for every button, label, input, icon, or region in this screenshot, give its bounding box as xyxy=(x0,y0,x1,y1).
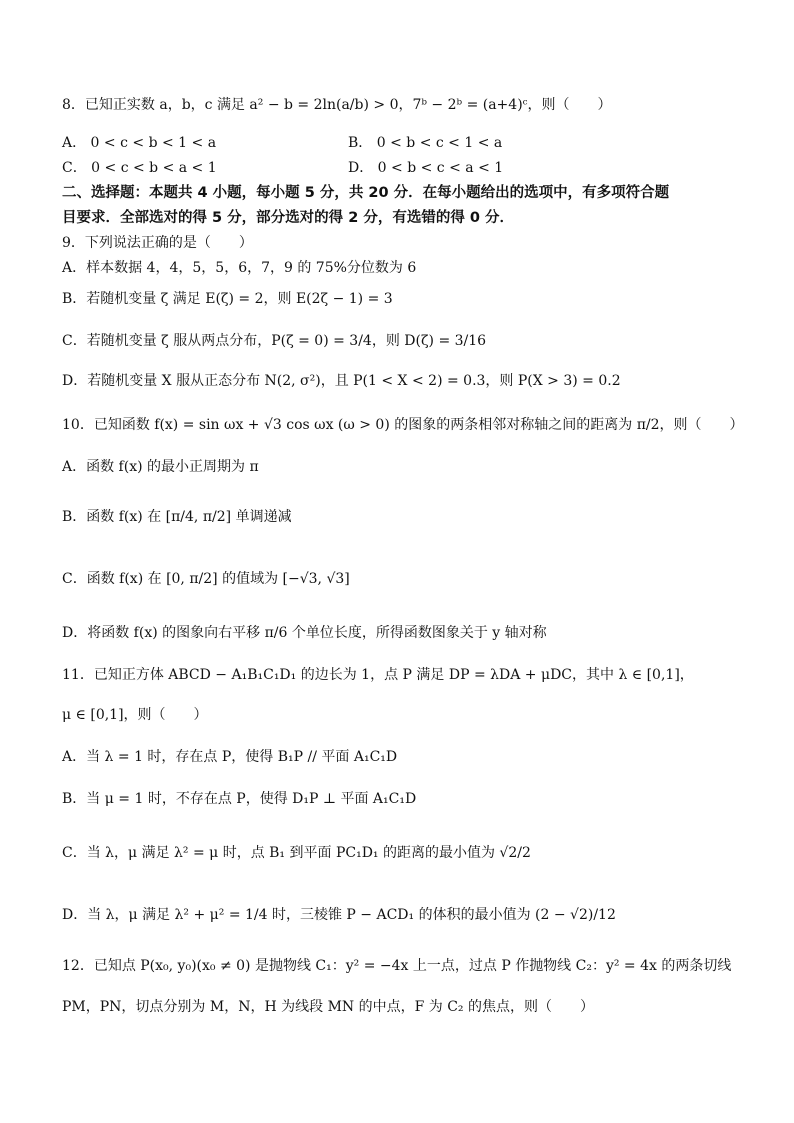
q10-stem: 10．已知函数 f(x) = sin ωx + √3 cos ωx (ω > 0) 的图象的两条相邻对称轴之间的距离为 π/2，则（ ） xyxy=(62,417,744,433)
section-heading-line1: 二、选择题：本题共 4 小题，每小题 5 分，共 20 分．在每小题给出的选项中，有多项符合题 xyxy=(62,185,670,201)
q9-option-b: B．若随机变量 ζ 满足 E(ζ) = 2，则 E(2ζ − 1) = 3 xyxy=(62,291,393,307)
q8-option-c: C． 0 < c < b < a < 1 xyxy=(62,160,217,176)
q8-option-d: D． 0 < b < c < a < 1 xyxy=(348,160,504,176)
q11-option-d: D．当 λ，μ 满足 λ² + μ² = 1/4 时，三棱锥 P − ACD₁ 的体积的最小值为 (2 − √2)/12 xyxy=(62,907,616,923)
q11-option-a: A．当 λ = 1 时，存在点 P，使得 B₁P // 平面 A₁C₁D xyxy=(62,749,398,765)
q8-option-a: A． 0 < c < b < 1 < a xyxy=(62,135,217,151)
section-heading-line2: 目要求．全部选对的得 5 分，部分选对的得 2 分，有选错的得 0 分． xyxy=(62,210,515,226)
q11-option-c: C．当 λ，μ 满足 λ² = μ 时，点 B₁ 到平面 PC₁D₁ 的距离的最小值为 √2/2 xyxy=(62,845,531,861)
q11-option-b: B．当 μ = 1 时，不存在点 P，使得 D₁P ⊥ 平面 A₁C₁D xyxy=(62,791,417,807)
q8-options-row1 xyxy=(62,134,503,152)
q11-stem-line1: 11．已知正方体 ABCD − A₁B₁C₁D₁ 的边长为 1，点 P 满足 DP = λDA + μDC，其中 λ ∈ [0,1]， xyxy=(62,667,694,683)
q8-option-b: B． 0 < b < c < 1 < a xyxy=(348,135,503,151)
q8-stem: 8．已知正实数 a，b，c 满足 a² − b = 2ln(a/b) > 0，7ᵇ − 2ᵇ = (a+4)ᶜ，则（ ） xyxy=(62,97,612,113)
q9-option-c: C．若随机变量 ζ 服从两点分布，P(ζ = 0) = 3/4，则 D(ζ) = 3/16 xyxy=(62,333,487,349)
q12-stem-line2: PM，PN，切点分别为 M，N，H 为线段 MN 的中点，F 为 C₂ 的焦点，则（ ） xyxy=(62,999,594,1015)
q9-stem: 9．下列说法正确的是（ ） xyxy=(62,235,253,251)
q12-stem-line1: 12．已知点 P(x₀, y₀)(x₀ ≠ 0) 是抛物线 C₁：y² = −4x 上一点，过点 P 作抛物线 C₂：y² = 4x 的两条切线 xyxy=(62,958,732,974)
q10-option-c: C．函数 f(x) 在 [0, π/2] 的值域为 [−√3, √3] xyxy=(62,571,350,587)
q9-option-d: D．若随机变量 X 服从正态分布 N(2, σ²)，且 P(1 < X < 2) = 0.3，则 P(X > 3) = 0.2 xyxy=(62,373,621,389)
q10-option-d: D．将函数 f(x) 的图象向右平移 π/6 个单位长度，所得函数图象关于 y 轴对称 xyxy=(62,625,547,641)
q8-options-row2 xyxy=(62,159,504,177)
q11-stem-line2: μ ∈ [0,1]，则（ ） xyxy=(62,707,208,723)
q10-option-a: A．函数 f(x) 的最小正周期为 π xyxy=(62,459,259,475)
q10-option-b: B．函数 f(x) 在 [π/4, π/2] 单调递减 xyxy=(62,509,292,525)
q9-option-a: A．样本数据 4，4，5，5，6，7，9 的 75%分位数为 6 xyxy=(62,260,417,276)
